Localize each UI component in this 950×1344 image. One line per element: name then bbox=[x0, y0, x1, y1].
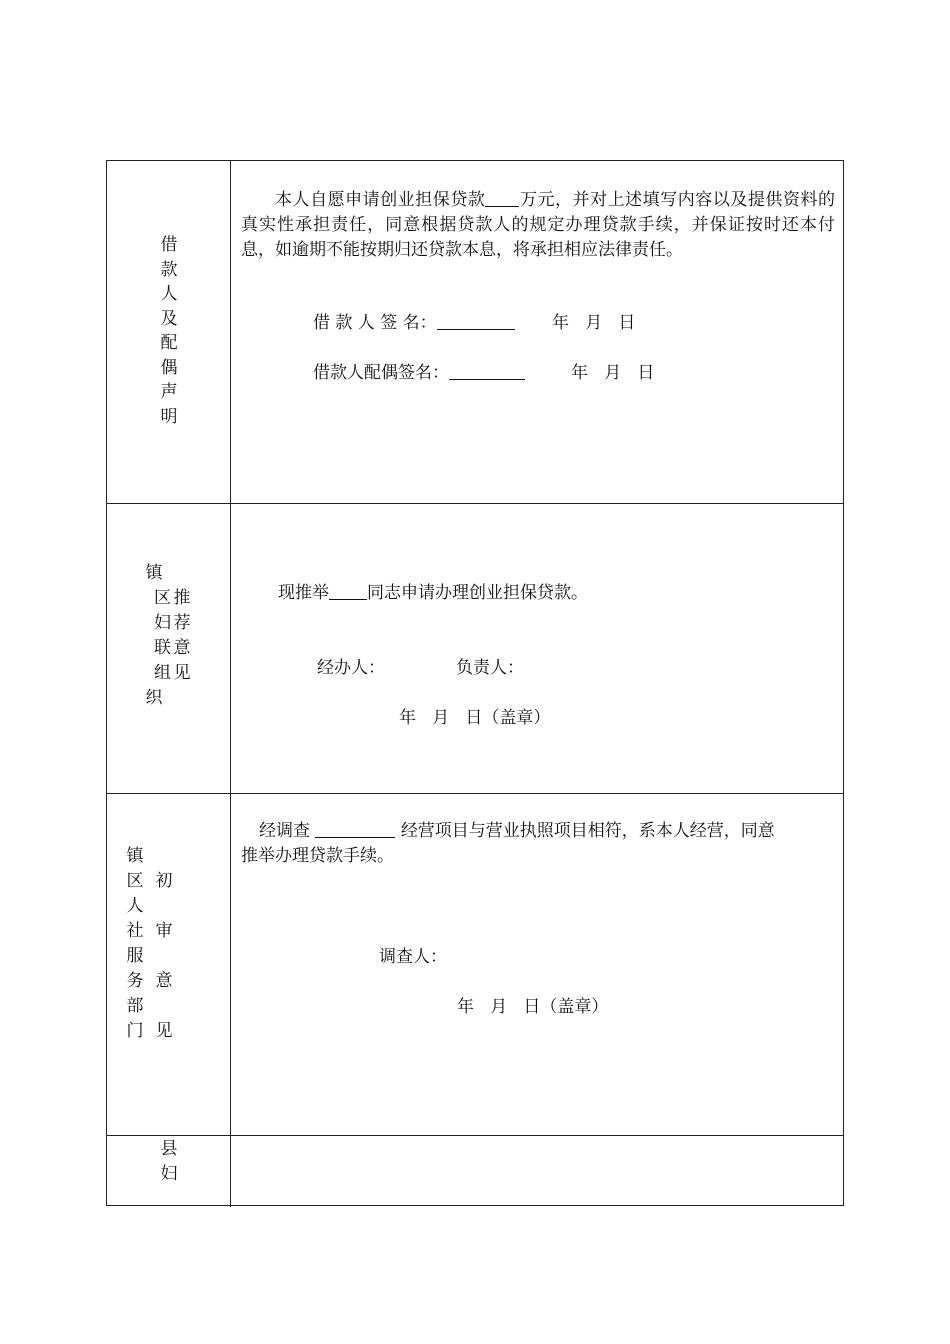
loan-amount-blank[interactable] bbox=[485, 188, 519, 207]
hr-services-row bbox=[107, 794, 843, 1136]
surveyed-person-blank[interactable] bbox=[315, 819, 395, 838]
borrower-declaration-label: 借 款 人 及 配 偶 声 明 bbox=[160, 235, 178, 427]
hr-services-label-left: 镇 区 人 社 服 务 部 门 bbox=[126, 846, 144, 1041]
hr-services-label-right: 初 审 意 见 bbox=[155, 871, 173, 1041]
survey-line-1: 经调查 经营项目与营业执照项目相符，系本人经营，同意 bbox=[259, 821, 775, 841]
county-row bbox=[107, 1136, 843, 1207]
hr-services-content bbox=[231, 794, 843, 1135]
county-label-cell bbox=[107, 1136, 231, 1207]
borrower-declaration-label-cell bbox=[107, 161, 231, 503]
recommendation-sentence: 现推举 同志申请办理创业担保贷款。 bbox=[278, 583, 588, 603]
hr-services-label-cell bbox=[107, 794, 231, 1135]
borrower-declaration-content bbox=[231, 161, 843, 503]
handler-label: 经办人： bbox=[317, 658, 385, 678]
borrower-signature-date: 年 月 日 bbox=[552, 313, 636, 333]
borrower-declaration-row bbox=[107, 161, 843, 504]
hr-services-date-seal: 年 月 日（盖章） bbox=[457, 997, 609, 1017]
responsible-person-label: 负责人： bbox=[456, 658, 524, 678]
womens-federation-date-seal: 年 月 日（盖章） bbox=[399, 708, 551, 728]
county-content bbox=[231, 1136, 843, 1207]
spouse-signature-line: 借款人配偶签名： bbox=[313, 361, 525, 386]
spouse-signature-date: 年 月 日 bbox=[571, 363, 655, 383]
investigator-label: 调查人： bbox=[379, 947, 447, 967]
recommended-person-blank[interactable] bbox=[329, 581, 367, 600]
womens-federation-label-left: 镇 区 妇 联 组 织 bbox=[145, 563, 171, 708]
borrower-signature-line: 借 款 人 签 名： bbox=[313, 311, 515, 336]
womens-federation-row bbox=[107, 504, 843, 794]
declaration-paragraph: 本人自愿申请创业担保贷款 万元，并对上述填写内容以及提供资料的真实性承担责任，同意根据贷款人的规定办理贷款手续，并保证按时还本付息，如逾期不能按期归还贷款本息，将承担相应法律责任。 bbox=[241, 190, 836, 260]
womens-federation-label-right: 推 荐 意 见 bbox=[173, 588, 191, 683]
borrower-signature-blank[interactable] bbox=[437, 311, 515, 330]
loan-application-form-table bbox=[106, 160, 844, 1206]
womens-federation-content bbox=[231, 504, 843, 793]
survey-line-2: 推举办理贷款手续。 bbox=[241, 846, 394, 866]
womens-federation-label-cell bbox=[107, 504, 231, 793]
spouse-signature-blank[interactable] bbox=[449, 361, 525, 380]
county-label: 县 妇 bbox=[160, 1139, 178, 1184]
